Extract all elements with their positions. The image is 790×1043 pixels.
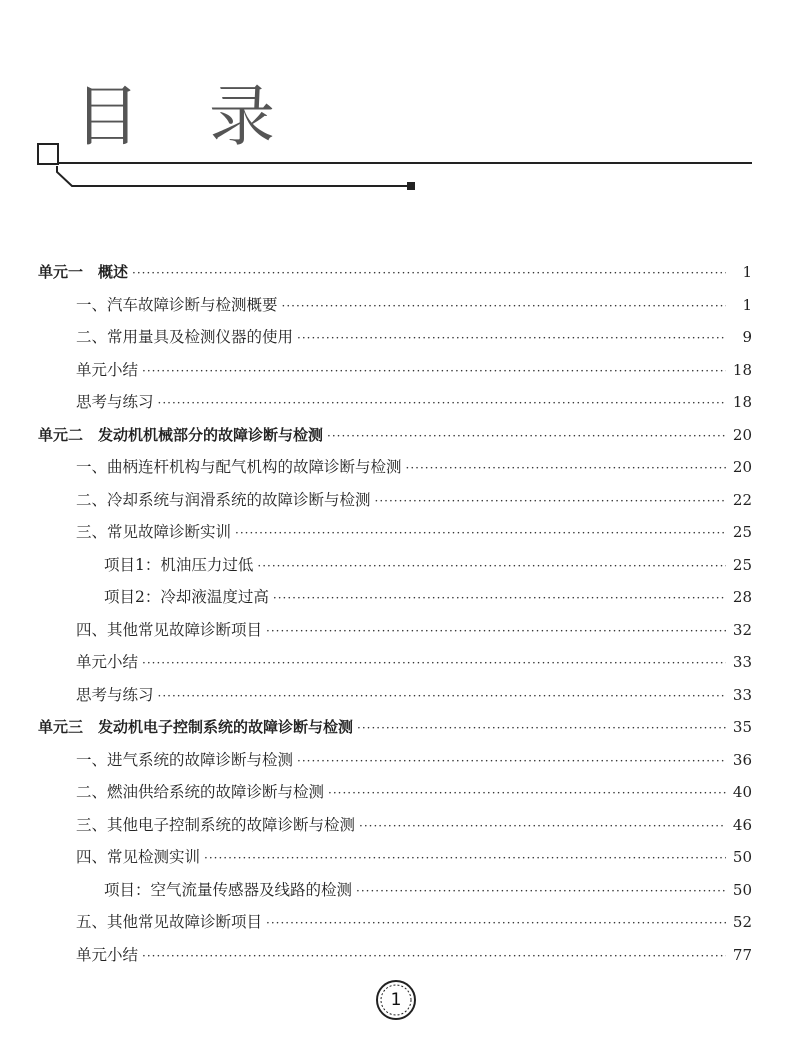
toc-entry-label: 五、其他常见故障诊断项目 <box>76 913 263 931</box>
toc-entry-label: 三、常见故障诊断实训 <box>76 523 232 541</box>
toc-entry-label: 一、汽车故障诊断与检测概要 <box>76 295 278 314</box>
toc-entry[interactable] <box>38 744 752 777</box>
title-underline <box>57 166 408 186</box>
toc-entry-label: 单元三 发动机电子控制系统的故障诊断与检测 <box>38 718 354 736</box>
dot-leader <box>142 940 726 973</box>
dot-leader <box>142 355 726 388</box>
toc-entry[interactable] <box>38 939 752 972</box>
dot-leader <box>257 550 726 583</box>
dot-leader <box>266 907 726 940</box>
toc-entry-label: 一、进气系统的故障诊断与检测 <box>76 750 294 769</box>
dot-leader <box>359 810 726 843</box>
toc-entry-page: 50 <box>732 880 752 899</box>
toc-entry-page: 32 <box>732 620 752 639</box>
dot-leader <box>357 712 726 745</box>
toc-entry[interactable] <box>38 451 752 484</box>
toc-entry[interactable] <box>38 841 752 874</box>
toc-unit-heading[interactable] <box>38 419 752 452</box>
dot-leader <box>142 647 726 680</box>
toc-entry-label: 思考与练习 <box>76 393 154 411</box>
toc-entry-page: 9 <box>742 328 752 346</box>
page-number: 1 <box>390 990 402 1010</box>
toc-entry[interactable] <box>38 614 752 647</box>
toc-entry-label: 项目2：冷却液温度过高 <box>104 588 269 606</box>
toc-entry-page: 18 <box>732 360 752 379</box>
corner-square-icon <box>38 144 58 164</box>
toc-entry-page: 28 <box>732 588 752 606</box>
toc-entry[interactable] <box>38 581 752 614</box>
toc-entry-page: 25 <box>732 523 752 541</box>
toc-unit-heading[interactable] <box>38 256 752 289</box>
toc-entry-page: 22 <box>732 490 752 509</box>
dot-leader <box>204 842 726 875</box>
square-bullet-icon <box>407 182 415 190</box>
toc-entry-label: 一、曲柄连杆机构与配气机构的故障诊断与检测 <box>76 458 402 476</box>
toc-entry-label: 三、其他电子控制系统的故障诊断与检测 <box>76 815 356 834</box>
dot-leader <box>158 387 726 420</box>
dot-leader <box>328 777 726 810</box>
toc-unit-heading[interactable] <box>38 711 752 744</box>
dot-leader <box>327 420 726 453</box>
toc-entry-label: 单元小结 <box>76 653 139 671</box>
toc-entry-label: 四、常见检测实训 <box>76 848 201 866</box>
page-title: 目 录 <box>74 78 299 155</box>
toc-entry-page: 33 <box>732 653 752 671</box>
dot-leader <box>266 615 726 648</box>
toc-entry[interactable] <box>38 646 752 679</box>
page-number-badge <box>374 978 418 1022</box>
toc-entry-page: 46 <box>732 815 752 834</box>
toc-entry[interactable] <box>38 809 752 842</box>
toc-entry-page: 1 <box>742 263 752 281</box>
table-of-contents <box>38 256 752 971</box>
toc-entry[interactable] <box>38 289 752 322</box>
toc-entry-label: 四、其他常见故障诊断项目 <box>76 620 263 639</box>
toc-entry-label: 二、燃油供给系统的故障诊断与检测 <box>76 783 325 801</box>
toc-entry-page: 18 <box>732 393 752 411</box>
dot-leader <box>375 485 726 518</box>
toc-entry-label: 单元二 发动机机械部分的故障诊断与检测 <box>38 425 324 444</box>
toc-entry-page: 77 <box>732 945 752 964</box>
page-header <box>0 0 790 200</box>
toc-entry[interactable] <box>38 484 752 517</box>
toc-entry[interactable] <box>38 354 752 387</box>
toc-entry-page: 50 <box>732 848 752 866</box>
toc-entry-page: 25 <box>732 555 752 574</box>
toc-entry-page: 35 <box>732 718 752 736</box>
toc-entry-page: 1 <box>742 295 752 314</box>
dot-leader <box>297 322 726 355</box>
toc-entry[interactable] <box>38 776 752 809</box>
toc-entry-label: 单元一 概述 <box>38 263 129 281</box>
dot-leader <box>235 517 726 550</box>
dot-leader <box>406 452 726 485</box>
toc-entry-label: 单元小结 <box>76 360 139 379</box>
toc-entry-label: 单元小结 <box>76 945 139 964</box>
dot-leader <box>132 257 726 290</box>
dot-leader <box>282 290 726 323</box>
dot-leader <box>297 745 726 778</box>
toc-entry-label: 二、常用量具及检测仪器的使用 <box>76 328 294 346</box>
dot-leader <box>158 680 726 713</box>
toc-entry-label: 项目1：机油压力过低 <box>104 555 254 574</box>
toc-entry[interactable] <box>38 321 752 354</box>
toc-entry[interactable] <box>38 386 752 419</box>
toc-entry[interactable] <box>38 516 752 549</box>
dot-leader <box>356 875 726 908</box>
dot-leader <box>273 582 726 615</box>
toc-entry-page: 20 <box>732 425 752 444</box>
toc-entry[interactable] <box>38 874 752 907</box>
toc-entry[interactable] <box>38 906 752 939</box>
toc-entry-label: 思考与练习 <box>76 685 154 704</box>
toc-entry-page: 20 <box>732 458 752 476</box>
toc-entry-page: 33 <box>732 685 752 704</box>
toc-entry-page: 52 <box>732 913 752 931</box>
toc-entry[interactable] <box>38 549 752 582</box>
toc-entry-label: 二、冷却系统与润滑系统的故障诊断与检测 <box>76 490 371 509</box>
toc-entry-page: 36 <box>732 750 752 769</box>
toc-entry-page: 40 <box>732 783 752 801</box>
toc-entry-label: 项目：空气流量传感器及线路的检测 <box>104 880 353 899</box>
toc-entry[interactable] <box>38 679 752 712</box>
